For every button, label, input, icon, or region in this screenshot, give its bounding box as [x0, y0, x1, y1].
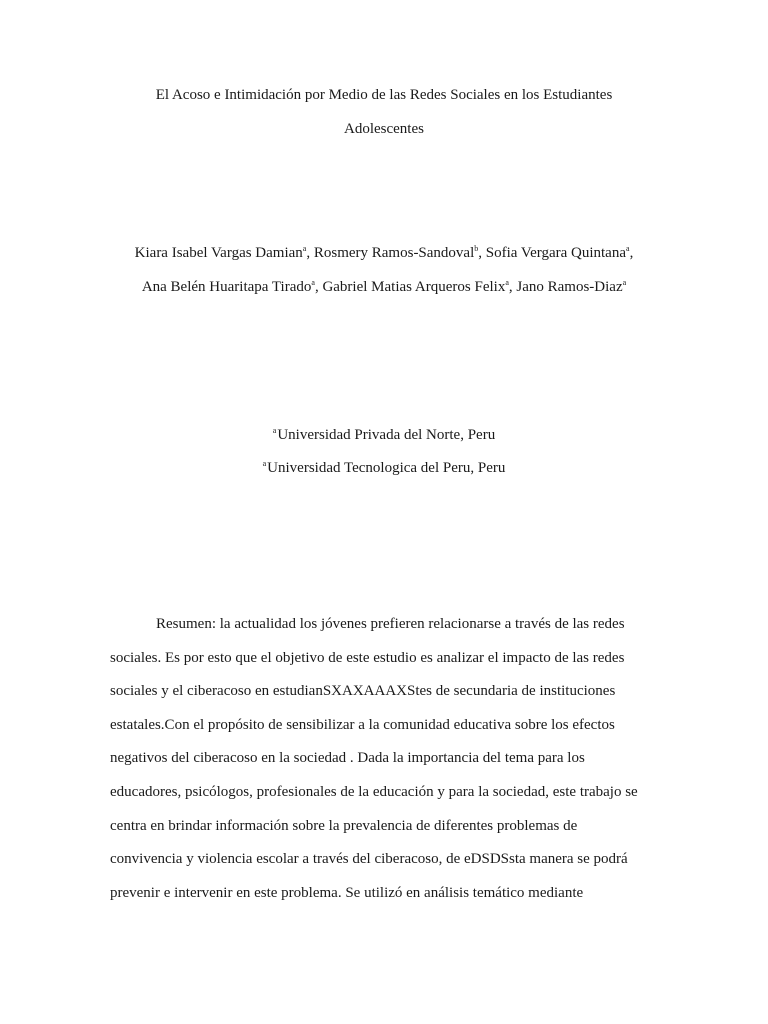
author-affiliation-marker: a — [505, 278, 509, 287]
authors-line-1 — [0, 243, 768, 263]
abstract-line: sociales. Es por esto que el objetivo de este estudio es analizar el impacto de las redes — [110, 649, 625, 666]
author-affiliation-marker: a — [311, 278, 315, 287]
affiliation-2-marker: a — [262, 459, 267, 468]
author-name: Gabriel Matias Arqueros Felix — [322, 279, 506, 295]
author-separator: , — [508, 279, 517, 295]
affiliation-2 — [0, 458, 768, 478]
author-affiliation-marker: b — [474, 244, 479, 253]
abstract-line: Resumen: la actualidad los jóvenes prefieren relacionarse a través de las redes — [156, 616, 625, 632]
paper-title-line-1: El Acoso e Intimidación por Medio de las Redes Sociales en los Estudiantes — [155, 87, 613, 103]
author-name: Sofia Vergara Quintana — [485, 245, 627, 261]
abstract-line: negativos del ciberacoso en la sociedad . Dada la importancia del tema para los — [110, 750, 585, 767]
author-separator: , — [629, 245, 634, 261]
abstract-line: centra en brindar información sobre la prevalencia de diferentes problemas de — [110, 817, 578, 834]
author-name: Rosmery Ramos-Sandoval — [313, 245, 475, 261]
affiliation-1 — [0, 425, 768, 445]
paper-title-line-2: Adolescentes — [344, 121, 424, 137]
abstract-line: sociales y el ciberacoso en estudianSXAXAAAXStes de secundaria de instituciones — [110, 683, 616, 700]
author-affiliation-marker: a — [622, 278, 627, 287]
abstract-line: convivencia y violencia escolar a través del ciberacoso, de eDSDSsta manera se podrá — [110, 851, 628, 868]
affiliation-1-text: Universidad Privada del Norte, Peru — [277, 427, 496, 443]
author-separator: , — [314, 279, 323, 295]
affiliation-2-text: Universidad Tecnologica del Peru, Peru — [267, 460, 506, 476]
author-affiliation-marker: a — [302, 244, 307, 253]
authors-line-2 — [0, 277, 768, 297]
author-separator: , — [478, 245, 486, 261]
author-separator: , — [306, 245, 314, 261]
abstract-line: estatales.Con el propósito de sensibilizar a la comunidad educativa sobre los efectos — [110, 716, 615, 733]
abstract-line: educadores, psicólogos, profesionales de la educación y para la sociedad, este trabajo se — [110, 783, 638, 800]
affiliation-1-marker: a — [272, 426, 277, 435]
author-name: Jano Ramos-Diaz — [516, 279, 623, 295]
abstract-paragraph — [110, 608, 658, 910]
author-name: Ana Belén Huaritapa Tirado — [141, 279, 312, 295]
abstract-line: prevenir e intervenir en este problema. Se utilizó en análisis temático mediante — [110, 884, 584, 901]
author-name: Kiara Isabel Vargas Damian — [134, 245, 303, 261]
author-affiliation-marker: a — [626, 244, 630, 253]
